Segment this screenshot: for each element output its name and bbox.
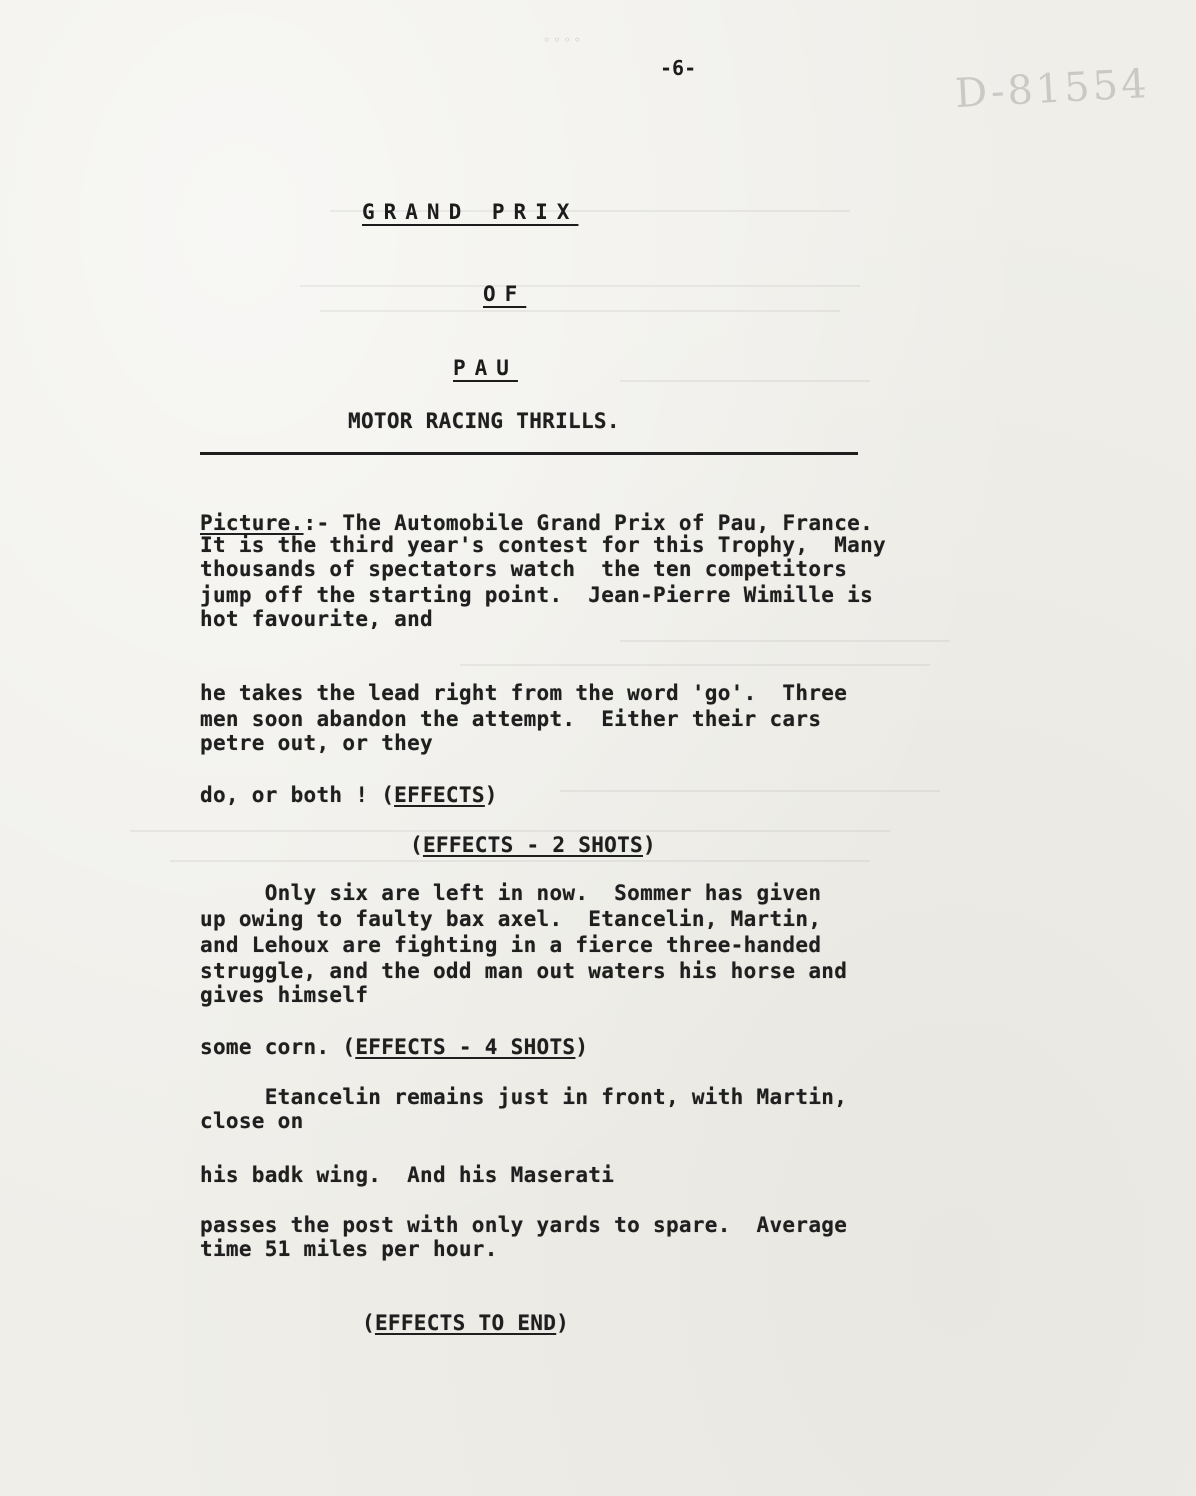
archive-number: D-81554 xyxy=(953,60,1151,118)
paragraph-line: gives himself xyxy=(200,983,369,1007)
paragraph-line xyxy=(200,1034,588,1060)
paragraph-text: ) xyxy=(556,1311,570,1335)
effects-cue: EFFECTS xyxy=(394,783,485,807)
paragraph-text: :- The Automobile Grand Prix of Pau, France. xyxy=(303,511,874,535)
effects-cue: EFFECTS TO END xyxy=(374,1311,557,1335)
paragraph-text: ) xyxy=(484,783,498,807)
paragraph-line: men soon abandon the attempt. Either their cars xyxy=(200,707,822,731)
title-line-3: PAU xyxy=(453,356,518,380)
paragraph-line: Etancelin remains just in front, with Martin, xyxy=(200,1085,848,1109)
show-through-line xyxy=(320,310,840,312)
paragraph-line: he takes the lead right from the word 'go'. Three xyxy=(200,681,848,705)
paragraph-text: some corn. ( xyxy=(200,1035,356,1059)
effects-cue: EFFECTS - 2 SHOTS xyxy=(422,833,643,857)
paragraph-text: ( xyxy=(362,1311,375,1335)
paragraph-line: close on xyxy=(200,1109,304,1133)
picture-label: Picture. xyxy=(200,511,304,535)
show-through-line xyxy=(620,640,950,642)
paragraph-line: It is the third year's contest for this Trophy, Many xyxy=(200,533,886,557)
show-through-line xyxy=(460,664,930,666)
show-through-line xyxy=(560,790,940,792)
paragraph-line: up owing to faulty bax axel. Etancelin, Martin, xyxy=(200,907,822,931)
paragraph-line: and Lehoux are fighting in a fierce three-handed xyxy=(200,933,822,957)
paragraph-text: ) xyxy=(575,1035,589,1059)
show-through-line xyxy=(620,380,870,382)
paragraph-line: hot favourite, and xyxy=(200,607,433,631)
show-through-line xyxy=(300,285,860,287)
paragraph-line: jump off the starting point. Jean-Pierre Wimille is xyxy=(200,583,874,607)
effects-cue-line xyxy=(362,1310,569,1336)
paragraph-line xyxy=(200,782,498,808)
paragraph-text: ) xyxy=(643,833,656,857)
show-through-line xyxy=(170,860,870,862)
paragraph-text: do, or both ! ( xyxy=(200,783,395,807)
title-line-2: OF xyxy=(483,282,527,306)
paragraph-text: ( xyxy=(410,833,423,857)
paragraph-line: passes the post with only yards to spare. Average xyxy=(200,1213,848,1237)
page-number: -6- xyxy=(660,56,697,80)
paragraph-line: time 51 miles per hour. xyxy=(200,1237,498,1261)
paragraph-line: petre out, or they xyxy=(200,731,433,755)
paragraph-line: struggle, and the odd man out waters his horse and xyxy=(200,959,848,983)
subtitle: MOTOR RACING THRILLS. xyxy=(348,409,620,433)
title-line-1: GRAND PRIX xyxy=(362,200,579,224)
paragraph-line: Only six are left in now. Sommer has given xyxy=(200,881,822,905)
paragraph-line: his badk wing. And his Maserati xyxy=(200,1163,615,1187)
paragraph-line: thousands of spectators watch the ten competitors xyxy=(200,557,848,581)
title-rule xyxy=(200,452,858,455)
effects-cue: EFFECTS - 4 SHOTS xyxy=(355,1035,576,1059)
stamp-dots: ◦◦◦◦ xyxy=(543,33,584,47)
effects-cue-line xyxy=(410,832,656,858)
